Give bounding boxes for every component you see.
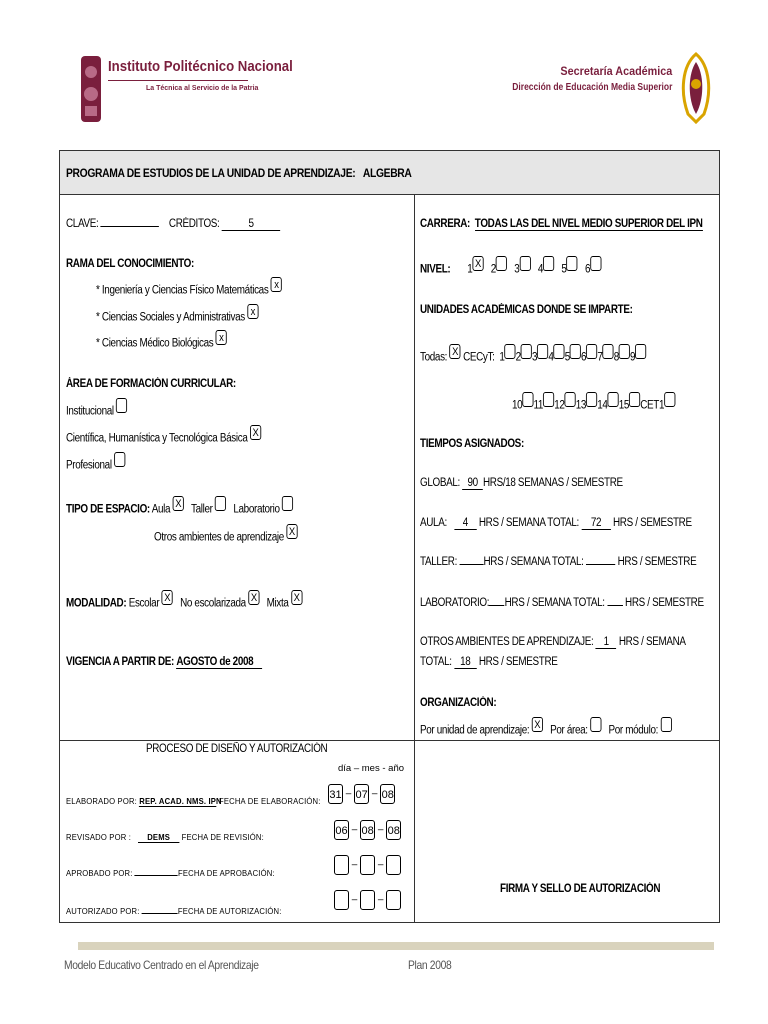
cecyt-checkbox[interactable] <box>504 344 515 359</box>
carrera-label: CARRERA: <box>420 218 471 230</box>
cecyt-row-1 <box>420 346 646 365</box>
direccion-ems: Dirección de Educación Media Superior <box>511 82 672 93</box>
rama-item-label: * Ciencias Sociales y Administrativas <box>96 311 245 324</box>
rev-date: 06 – 08 – 08 <box>334 820 401 840</box>
org-area-label: Por área: <box>550 724 588 737</box>
todas-checkbox[interactable]: X <box>449 344 460 359</box>
nivel-checkbox[interactable] <box>590 256 601 271</box>
apr-month[interactable] <box>360 855 375 875</box>
elab-month[interactable]: 07 <box>354 784 369 804</box>
creditos-value: 5 <box>222 218 280 231</box>
rama-item <box>96 306 258 325</box>
cecyt-number: 8 <box>613 351 619 364</box>
carrera-row <box>420 218 703 231</box>
area-item-label: Científica, Humanística y Tecnológica Básica <box>66 432 248 445</box>
ipn-logo <box>77 54 105 124</box>
cecyt-checkbox[interactable] <box>522 392 533 407</box>
creditos-label: CRÉDITOS: <box>168 218 220 230</box>
org-modulo-label: Por módulo: <box>608 724 659 737</box>
otros-total-value: 18 <box>454 656 476 669</box>
cecyt-number: 10 <box>512 399 523 412</box>
tipo-otros-label: Otros ambientes de aprendizaje <box>154 531 284 544</box>
clave-row <box>66 218 280 231</box>
clave-value <box>101 226 159 227</box>
fecha-elab-label: FECHA DE ELABORACIÓN: <box>218 796 321 806</box>
lab-mid: HRS / SEMANA TOTAL: <box>504 597 605 609</box>
rev-year[interactable]: 08 <box>386 820 401 840</box>
proceso-divider <box>60 740 719 741</box>
cecyt-checkbox[interactable] <box>543 392 554 407</box>
cecyt-number: 1 <box>499 351 505 364</box>
elaborado-value: REP. ACAD. NMS. IPN <box>139 796 222 806</box>
cecyt-checkbox[interactable] <box>537 344 548 359</box>
program-title <box>66 166 412 180</box>
otros-row <box>420 636 686 649</box>
tipo-espacio-row <box>66 498 293 517</box>
cecyt-number: 7 <box>597 351 603 364</box>
mod-mixta-label: Mixta <box>266 597 289 610</box>
taller-suffix: HRS / SEMESTRE <box>617 556 697 568</box>
revisado-row <box>66 832 264 843</box>
footer-rule <box>78 942 714 950</box>
carrera-value: TODAS LAS DEL NIVEL MEDIO SUPERIOR DEL IPN <box>474 218 703 230</box>
revisado-value: DEMS <box>138 832 179 843</box>
cecyt-checkbox[interactable] <box>521 344 532 359</box>
autorizado-label: AUTORIZADO POR: <box>66 906 140 916</box>
fecha-aut-label: FECHA DE AUTORIZACIÓN: <box>177 906 282 916</box>
cecyt-checkbox[interactable] <box>554 344 565 359</box>
vigencia-value: AGOSTO de 2008 <box>176 656 262 669</box>
nivel-checkbox[interactable]: X <box>472 256 483 271</box>
firma-sello: FIRMA Y SELLO DE AUTORIZACIÓN <box>500 883 661 895</box>
otros-total-suffix: HRS / SEMESTRE <box>478 656 558 668</box>
rama-label: RAMA DEL CONOCIMIENTO: <box>66 258 194 270</box>
elab-year[interactable]: 08 <box>380 784 395 804</box>
rama-checkbox[interactable]: x <box>271 277 282 292</box>
rama-checkbox[interactable]: x <box>247 304 258 319</box>
cecyt-checkbox[interactable] <box>565 392 576 407</box>
mod-mixta-checkbox[interactable]: X <box>291 590 302 605</box>
nivel-checkbox[interactable] <box>543 256 554 271</box>
area-item <box>66 427 261 446</box>
nivel-number: 4 <box>537 263 544 276</box>
global-label: GLOBAL: <box>420 477 460 489</box>
vertical-divider <box>414 194 415 922</box>
taller-mid: HRS / SEMANA TOTAL: <box>483 556 584 568</box>
org-unidad-checkbox[interactable]: X <box>532 717 543 732</box>
aprobado-label: APROBADO POR: <box>66 868 133 878</box>
tipo-otros-row <box>154 526 297 545</box>
taller-row <box>420 556 696 568</box>
otros-sem-value: 1 <box>596 636 617 649</box>
cecyt-number: 6 <box>581 351 587 364</box>
aula-suffix: HRS / SEMESTRE <box>613 517 692 529</box>
aula-row <box>420 517 692 530</box>
otros-label: OTROS AMBIENTES DE APRENDIZAJE: <box>420 636 594 648</box>
cecyt-number: 13 <box>575 399 587 412</box>
lab-label: LABORATORIO: <box>420 597 490 609</box>
aula-sem-value: 4 <box>454 517 476 530</box>
area-item <box>66 458 125 473</box>
taller-total-value <box>586 564 615 565</box>
nivel-number: 2 <box>490 263 496 276</box>
vigencia-label: VIGENCIA A PARTIR DE: <box>66 656 174 668</box>
cecyt-checkbox[interactable] <box>629 392 640 407</box>
aula-total-value: 72 <box>581 517 610 530</box>
nivel-checkbox[interactable] <box>496 256 507 271</box>
otros-total-row <box>420 656 558 669</box>
subject-name: ALGEBRA <box>362 166 412 180</box>
cecyt-number: 4 <box>548 351 554 364</box>
otros-suffix: HRS / SEMANA <box>618 636 686 648</box>
nivel-label: NIVEL: <box>420 263 451 276</box>
cecyt-row-2 <box>512 398 675 413</box>
unidades-label: UNIDADES ACADÉMICAS DONDE SE IMPARTE: <box>420 304 633 316</box>
nivel-number: 6 <box>584 263 591 276</box>
area-checkbox[interactable]: X <box>250 425 261 440</box>
vigencia-row <box>66 656 262 669</box>
mod-escolar-label: Escolar <box>128 597 160 610</box>
nivel-row <box>420 258 601 277</box>
taller-label: TALLER: <box>420 556 457 568</box>
elab-date: 31 – 07 – 08 <box>328 784 395 804</box>
area-item <box>66 404 127 419</box>
mod-escolar-checkbox[interactable]: X <box>162 590 173 605</box>
cecyt-number: 9 <box>630 351 636 364</box>
rev-day[interactable]: 06 <box>334 820 349 840</box>
tipo-otros-checkbox[interactable]: X <box>286 524 297 539</box>
tipo-taller-checkbox[interactable] <box>215 496 226 511</box>
cecyt-checkbox[interactable] <box>635 344 646 359</box>
cecyt-label: CECyT: <box>463 351 495 364</box>
lab-suffix: HRS / SEMESTRE <box>625 597 704 609</box>
lab-sem-value <box>489 605 504 606</box>
global-value: 90 <box>462 477 483 490</box>
org-label: ORGANIZACIÓN: <box>420 697 497 709</box>
tiempos-label: TIEMPOS ASIGNADOS: <box>420 438 524 450</box>
area-checkbox[interactable] <box>116 398 127 413</box>
aprobado-value <box>135 875 178 876</box>
tipo-lab-label: Laboratorio <box>233 503 280 516</box>
clave-label: CLAVE: <box>66 218 99 230</box>
cecyt-number: 12 <box>554 399 565 412</box>
rama-item-label: * Ingeniería y Ciencias Físico Matemáticas <box>96 284 269 297</box>
area-item-label: Profesional <box>66 459 112 472</box>
rama-item <box>96 332 227 351</box>
modalidad-label: MODALIDAD: <box>66 597 127 610</box>
cecyt-checkbox[interactable] <box>603 344 614 359</box>
aula-label: AULA: <box>420 517 447 529</box>
cecyt-number: 11 <box>533 399 544 412</box>
footer-left: Modelo Educativo Centrado en el Aprendizaje <box>64 958 259 972</box>
nivel-number: 3 <box>514 263 520 276</box>
cecyt-number: 3 <box>532 351 538 364</box>
cecyt-checkbox[interactable] <box>619 344 630 359</box>
nivel-number: 1 <box>467 263 473 276</box>
proceso-title: PROCESO DE DISEÑO Y AUTORIZACIÓN <box>146 743 328 755</box>
taller-sem-value <box>459 564 483 565</box>
secretaria-academica: Secretaría Académica <box>560 64 672 78</box>
revisado-label: REVISADO POR : <box>66 832 132 842</box>
org-area-checkbox[interactable] <box>590 717 601 732</box>
rama-item-label: * Ciencias Médico Biológicas <box>96 337 214 350</box>
autorizado-row <box>66 906 282 916</box>
cecyt-checkbox[interactable] <box>608 392 619 407</box>
nivel-checkbox[interactable] <box>519 256 530 271</box>
global-row <box>420 477 623 490</box>
date-header: día – mes - año <box>338 763 405 774</box>
aut-date: – – <box>334 890 401 910</box>
modalidad-row <box>66 592 302 611</box>
rama-item <box>96 279 282 298</box>
tipo-lab-checkbox[interactable] <box>282 496 293 511</box>
ipn-motto: La Técnica al Servicio de la Patria <box>146 85 259 92</box>
lab-row <box>420 597 704 609</box>
ipn-name: Instituto Politécnico Nacional <box>108 58 293 75</box>
program-title-label: PROGRAMA DE ESTUDIOS DE LA UNIDAD DE APRENDIZAJE: <box>66 166 356 180</box>
global-suffix: HRS/18 SEMANAS / SEMESTRE <box>482 477 623 489</box>
area-checkbox[interactable] <box>114 452 125 467</box>
lab-total-value <box>607 605 622 606</box>
org-unidad-label: Por unidad de aprendizaje: <box>420 724 530 737</box>
apr-year[interactable] <box>386 855 401 875</box>
cecyt-checkbox[interactable] <box>570 344 581 359</box>
autorizado-value <box>142 913 178 914</box>
rama-checkbox[interactable]: x <box>216 330 227 345</box>
cecyt-checkbox[interactable] <box>586 392 597 407</box>
fecha-apr-label: FECHA DE APROBACIÓN: <box>178 868 275 878</box>
apr-day[interactable] <box>334 855 349 875</box>
tipo-espacio-label: TIPO DE ESPACIO: <box>66 503 150 516</box>
cecyt-number: 5 <box>564 351 570 364</box>
cecyt-number: 14 <box>597 399 608 412</box>
aprobado-row <box>66 868 275 878</box>
tipo-aula-label: Aula <box>151 503 171 516</box>
apr-date: – – <box>334 855 401 875</box>
elaborado-label: ELABORADO POR: <box>66 796 137 806</box>
aut-day[interactable] <box>334 890 349 910</box>
mod-noesc-label: No escolarizada <box>180 597 246 610</box>
aut-year[interactable] <box>386 890 401 910</box>
aula-mid: HRS / SEMANA TOTAL: <box>478 517 579 529</box>
otros-total-label: TOTAL: <box>420 656 452 668</box>
fecha-rev-label: FECHA DE REVISIÓN: <box>181 832 264 842</box>
cet-checkbox[interactable] <box>664 392 675 407</box>
cecyt-checkbox[interactable] <box>586 344 597 359</box>
mod-noesc-checkbox[interactable]: X <box>248 590 259 605</box>
cecyt-number: 2 <box>515 351 521 364</box>
nivel-number: 5 <box>561 263 567 276</box>
elaborado-row <box>66 796 321 807</box>
aut-month[interactable] <box>360 890 375 910</box>
footer-right: Plan 2008 <box>408 958 452 972</box>
dems-emblem <box>676 52 716 124</box>
elab-day[interactable]: 31 <box>328 784 343 804</box>
org-modulo-checkbox[interactable] <box>660 717 671 732</box>
tipo-aula-checkbox[interactable]: X <box>173 496 184 511</box>
rev-month[interactable]: 08 <box>360 820 375 840</box>
ipn-name-underline <box>108 80 248 81</box>
tipo-taller-label: Taller <box>190 503 213 516</box>
nivel-checkbox[interactable] <box>567 256 578 271</box>
todas-label: Todas: <box>420 351 448 364</box>
area-item-label: Institucional <box>66 405 114 418</box>
cet-label: CET1 <box>640 399 665 412</box>
area-label: ÁREA DE FORMACIÓN CURRICULAR: <box>66 378 236 390</box>
org-row <box>420 719 672 738</box>
cecyt-number: 15 <box>618 399 630 412</box>
